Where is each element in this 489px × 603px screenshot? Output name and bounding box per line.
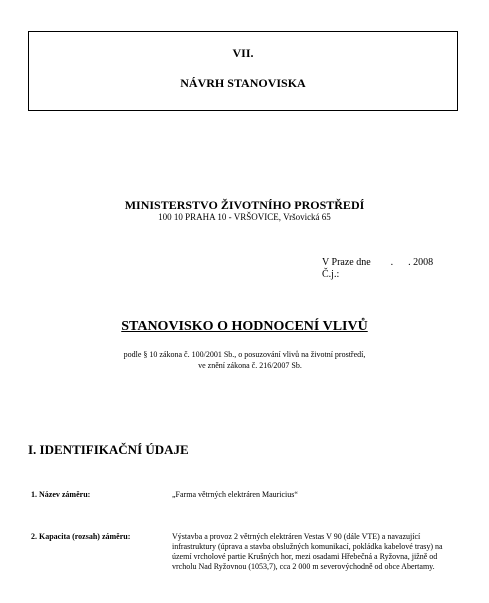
chapter-title: NÁVRH STANOVISKA [180, 76, 306, 90]
section-heading: I. IDENTIFIKAČNÍ ÚDAJE [28, 442, 189, 457]
law-reference-line1: podle § 10 zákona č. 100/2001 Sb., o posuzování vlivů na životní prostředí, [123, 350, 366, 359]
reference-number: Č.j.: [322, 269, 340, 280]
project-name-value: „Farma větrných elektráren Mauricius“ [172, 490, 298, 499]
header-box [28, 31, 458, 111]
document-title: STANOVISKO O HODNOCENÍ VLIVŮ [121, 319, 368, 334]
project-capacity-label: 2. Kapacita (rozsah) záměru: [31, 532, 131, 541]
law-reference-line2: ve znění zákona č. 216/2007 Sb. [198, 361, 302, 370]
project-capacity-value: Výstavba a provoz 2 větrných elektráren Vestas V 90 (dále VTE) a navazující infrastruktury (úprava a stavba obslužných komunikací, pokládka kabelové trasy) na území vrcholové partie Krušných hor, mezi osadami Hřebečná a Ryžovna, jižně od vrcholu Nad Ryžovnou (1053,7), cca 2 000 m severovýchodně od obce Abertamy. [172, 532, 443, 571]
place-date: V Praze dne . . 2008 [322, 257, 434, 268]
ministry-name: MINISTERSTVO ŽIVOTNÍHO PROSTŘEDÍ [124, 198, 365, 212]
project-name-label: 1. Název záměru: [31, 490, 91, 499]
ministry-address: 100 10 PRAHA 10 - VRŠOVICE, Vršovická 65 [158, 212, 331, 222]
chapter-number: VII. [232, 46, 254, 60]
